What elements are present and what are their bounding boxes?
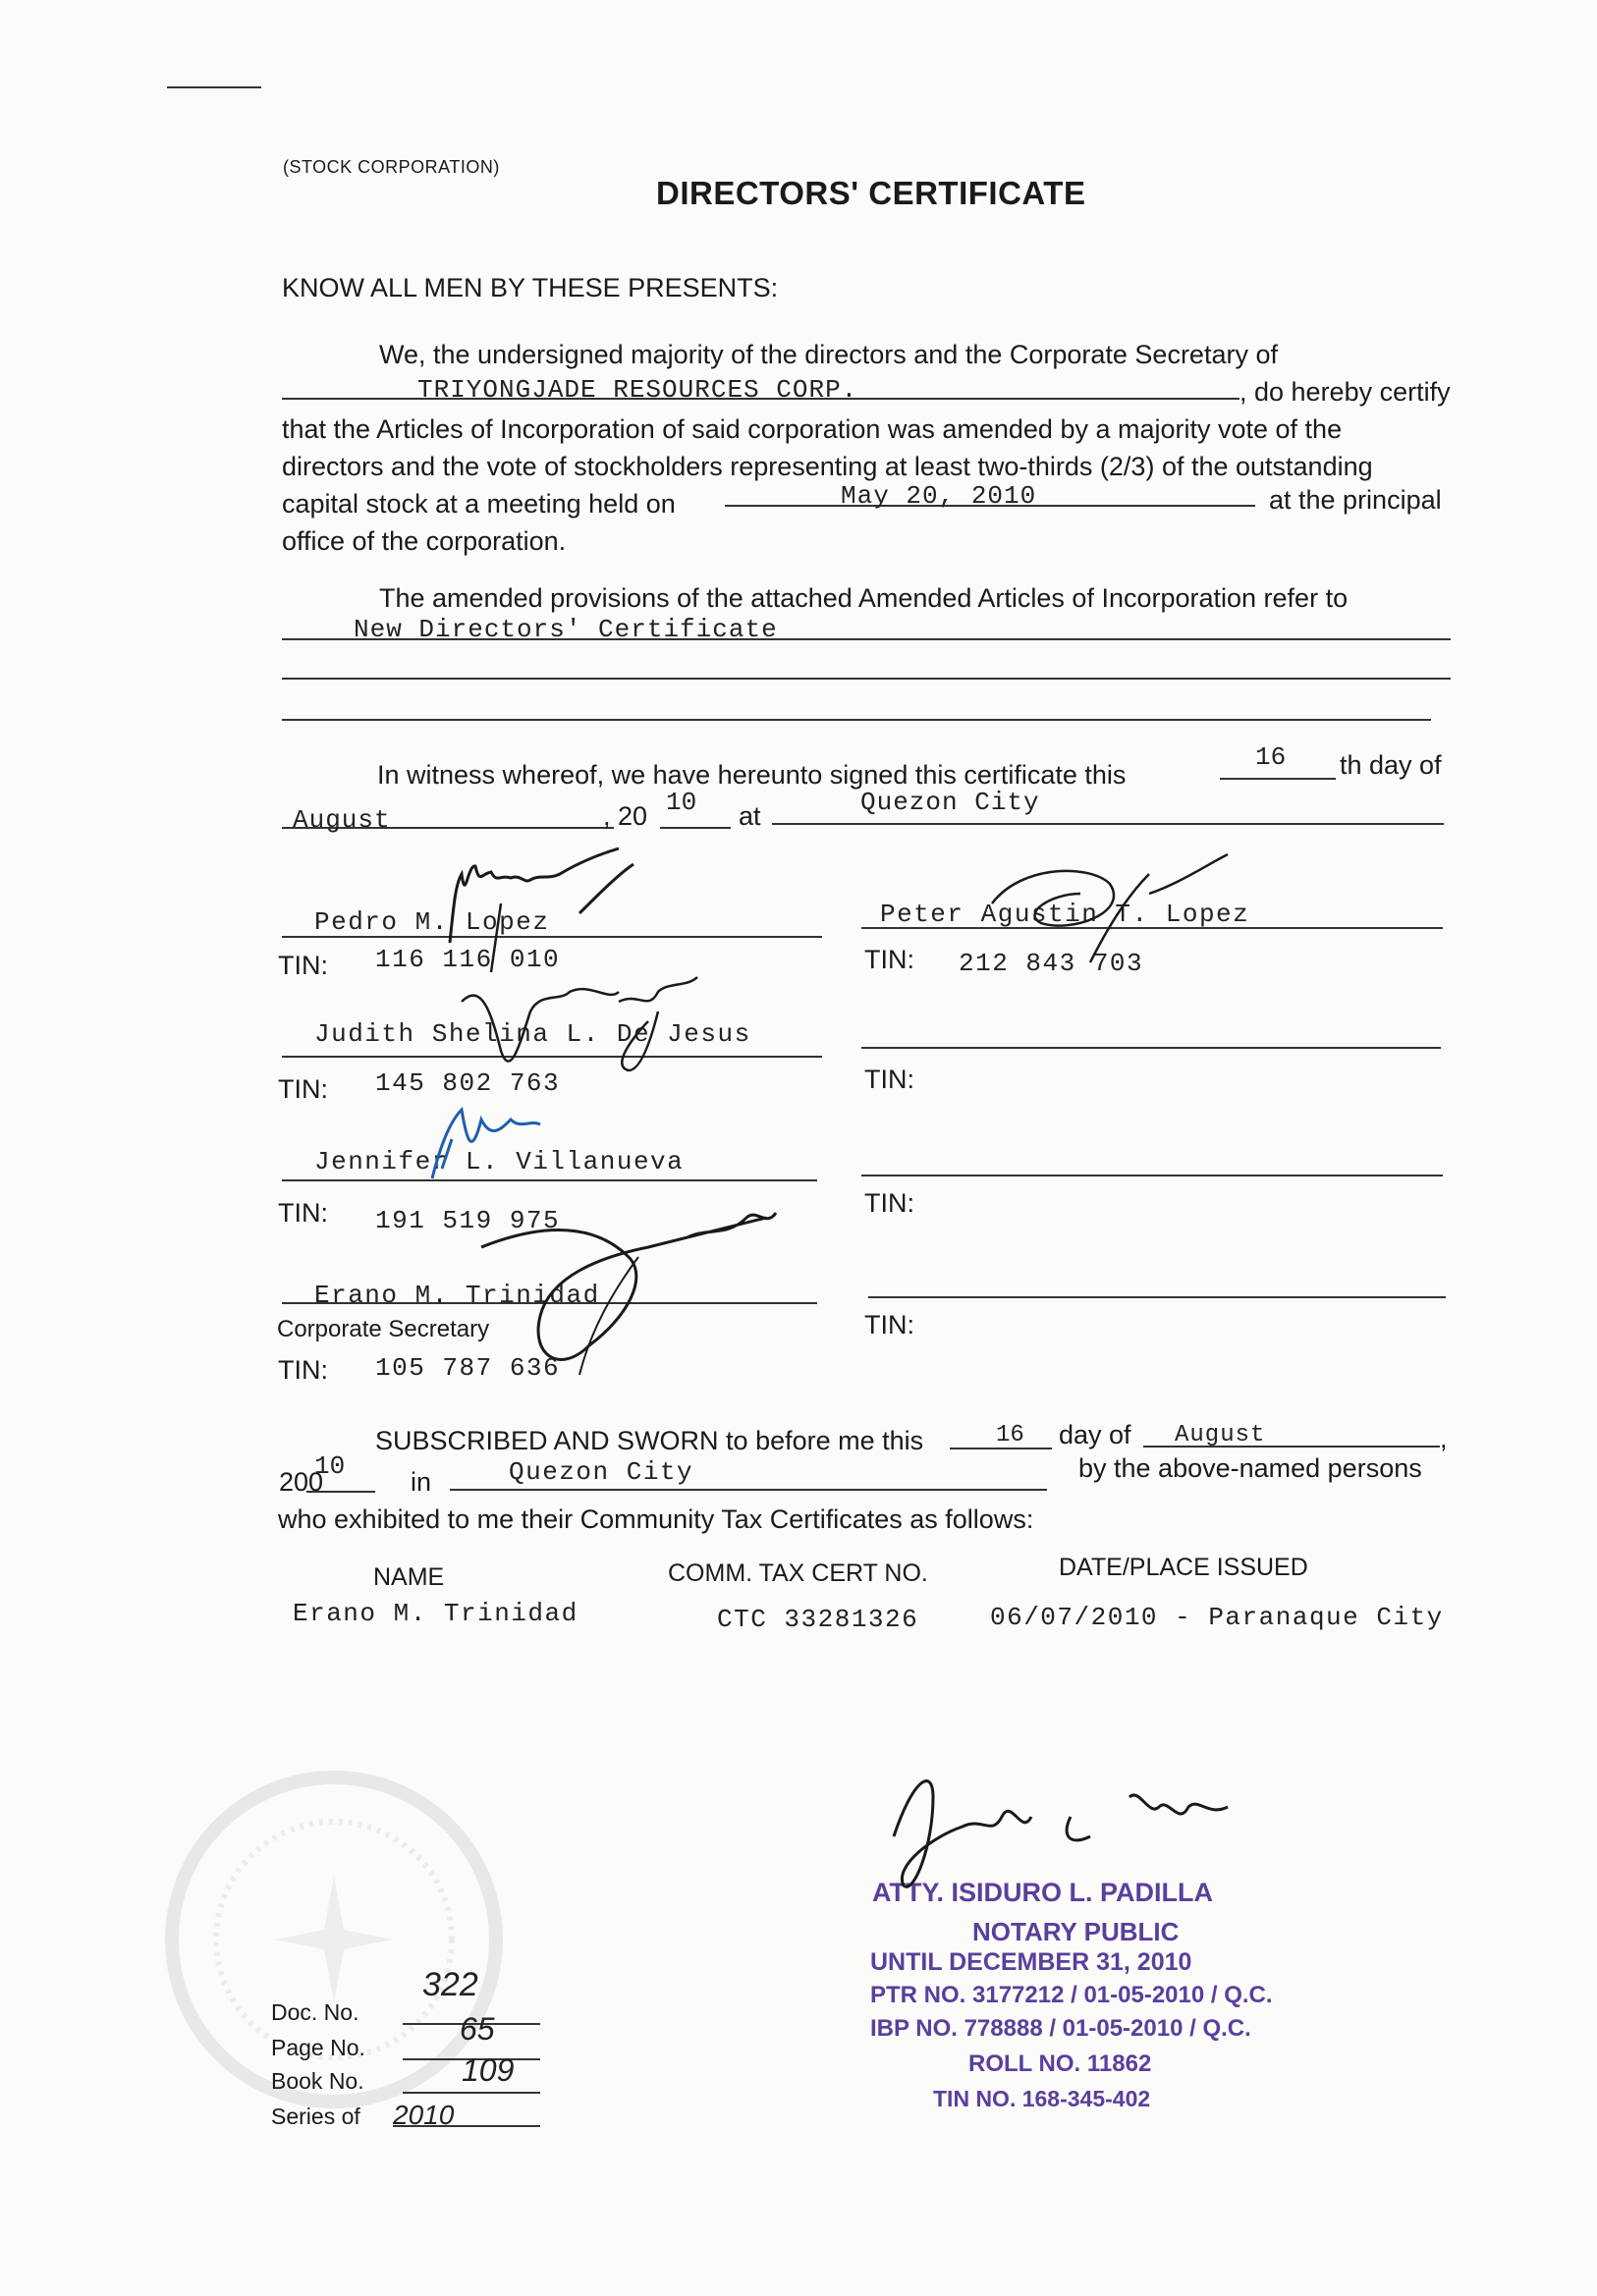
para1-line6: office of the corporation. bbox=[282, 526, 567, 556]
director-name: Pedro M. Lopez bbox=[314, 907, 550, 937]
meeting-date: May 20, 2010 bbox=[841, 481, 1037, 511]
tin-label: TIN: bbox=[864, 945, 914, 974]
para1-line3: that the Articles of Incorporation of said corporation was amended by a majority vote of the bbox=[282, 414, 1343, 444]
witness-place: Quezon City bbox=[860, 788, 1040, 817]
signature-peter-lopez-icon bbox=[963, 845, 1238, 982]
director-name: Judith Shelina L. De Jesus bbox=[314, 1019, 751, 1049]
jurat-line3: who exhibited to me their Community Tax Certificates as follows: bbox=[278, 1504, 1034, 1534]
jurat-place-line bbox=[450, 1489, 1047, 1491]
director-tin: 145 802 763 bbox=[375, 1068, 561, 1098]
provisions-line-2 bbox=[282, 678, 1451, 680]
para1-line5-start: capital stock at a meeting held on bbox=[282, 489, 676, 519]
notary-until: UNTIL DECEMBER 31, 2010 bbox=[870, 1948, 1192, 1976]
provisions-line-3 bbox=[282, 719, 1431, 721]
jurat-day-of: day of bbox=[1059, 1420, 1131, 1449]
signature-jennifer-villanueva-icon bbox=[422, 1100, 579, 1188]
para2-line1: The amended provisions of the attached Amended Articles of Incorporation refer to bbox=[379, 583, 1349, 613]
notary-name: ATTY. ISIDURO L. PADILLA bbox=[872, 1878, 1213, 1907]
jurat-in: in bbox=[411, 1467, 432, 1497]
director-name: Peter Agustin T. Lopez bbox=[880, 900, 1250, 929]
director-name: Jennifer L. Villanueva bbox=[314, 1147, 685, 1176]
jurat-year-line bbox=[306, 1491, 375, 1493]
witness-year: 10 bbox=[666, 788, 697, 817]
witness-place-line bbox=[772, 823, 1444, 825]
jurat-year: 10 bbox=[314, 1451, 346, 1481]
series-value: 2010 bbox=[393, 2100, 455, 2130]
signature-notary-icon bbox=[874, 1758, 1247, 1905]
notary-title: NOTARY PUBLIC bbox=[972, 1917, 1180, 1946]
ctc-row-cert: CTC 33281326 bbox=[717, 1605, 919, 1634]
witness-month: August bbox=[293, 805, 391, 835]
director-name: Erano M. Trinidad bbox=[314, 1281, 600, 1310]
page-no-value: 65 bbox=[460, 2011, 495, 2047]
director-tin: 116 116 010 bbox=[375, 945, 561, 974]
corp-type: (STOCK CORPORATION) bbox=[283, 157, 500, 177]
book-no-line bbox=[403, 2092, 540, 2094]
doc-no-label: Doc. No. bbox=[271, 1999, 359, 2025]
notary-tin: TIN NO. 168-345-402 bbox=[933, 2086, 1151, 2111]
jurat-comma: , bbox=[1440, 1424, 1448, 1453]
blank-signature-line bbox=[861, 1175, 1443, 1176]
witness-at: at bbox=[739, 801, 761, 831]
jurat-place: Quezon City bbox=[509, 1457, 694, 1487]
amended-provisions: New Directors' Certificate bbox=[354, 615, 778, 644]
provisions-line-1 bbox=[282, 638, 1451, 640]
page-no-label: Page No. bbox=[271, 2035, 365, 2060]
tin-label: TIN: bbox=[278, 1198, 328, 1228]
notary-ibp: IBP NO. 778888 / 01-05-2010 / Q.C. bbox=[870, 2015, 1251, 2042]
para1-line4: directors and the vote of stockholders representing at least two-thirds (2/3) of the outstanding bbox=[282, 452, 1373, 481]
para3-line1: In witness whereof, we have hereunto signed this certificate this bbox=[377, 760, 1127, 790]
tin-label: TIN: bbox=[864, 1310, 914, 1339]
secretary-role: Corporate Secretary bbox=[277, 1316, 490, 1342]
book-no-label: Book No. bbox=[271, 2068, 364, 2094]
ctc-row-name: Erano M. Trinidad bbox=[293, 1599, 578, 1628]
series-label: Series of bbox=[271, 2104, 360, 2129]
director-tin: 105 787 636 bbox=[375, 1353, 561, 1383]
tin-label: TIN: bbox=[278, 1355, 328, 1385]
witness-year-line bbox=[660, 827, 731, 829]
document-title: DIRECTORS' CERTIFICATE bbox=[656, 175, 1086, 211]
notary-ptr: PTR NO. 3177212 / 01-05-2010 / Q.C. bbox=[870, 1982, 1273, 2008]
book-no-value: 109 bbox=[462, 2052, 515, 2088]
blank-signature-line bbox=[861, 1047, 1441, 1049]
witness-year-prefix: , 20 bbox=[603, 801, 648, 831]
director-tin: 191 519 975 bbox=[375, 1206, 561, 1235]
tin-label: TIN: bbox=[278, 1074, 328, 1104]
signature-judith-dejesus-icon bbox=[452, 972, 707, 1090]
para1-line1: We, the undersigned majority of the directors and the Corporate Secretary of bbox=[379, 340, 1278, 369]
notary-roll: ROLL NO. 11862 bbox=[968, 2050, 1152, 2077]
witness-day-suffix: th day of bbox=[1340, 750, 1442, 780]
corp-name: TRIYONGJADE RESOURCES CORP. bbox=[417, 375, 858, 405]
doc-no-value: 322 bbox=[422, 1966, 478, 2003]
tin-label: TIN: bbox=[864, 1065, 914, 1094]
ctc-header-cert: COMM. TAX CERT NO. bbox=[668, 1559, 928, 1587]
ctc-row-issued: 06/07/2010 - Paranaque City bbox=[990, 1603, 1444, 1632]
signature-pedro-lopez-icon bbox=[432, 845, 648, 982]
jurat-year-prefix: 200 bbox=[279, 1467, 324, 1497]
signature-erano-trinidad-icon bbox=[471, 1198, 796, 1394]
ctc-header-issued: DATE/PLACE ISSUED bbox=[1059, 1554, 1308, 1581]
jurat-line2-end: by the above-named persons bbox=[1078, 1453, 1422, 1483]
ctc-header-name: NAME bbox=[373, 1563, 445, 1591]
jurat-day: 16 bbox=[996, 1422, 1024, 1449]
para1-line2-end: , do hereby certify bbox=[1239, 377, 1451, 407]
know-all-heading: KNOW ALL MEN BY THESE PRESENTS: bbox=[282, 273, 779, 302]
tin-label: TIN: bbox=[278, 951, 328, 980]
witness-day-line bbox=[1220, 778, 1336, 780]
top-rule bbox=[167, 86, 261, 88]
jurat-month: August bbox=[1175, 1422, 1266, 1449]
jurat-line1-start: SUBSCRIBED AND SWORN to before me this bbox=[375, 1426, 924, 1455]
tin-label: TIN: bbox=[864, 1188, 914, 1218]
witness-day: 16 bbox=[1255, 742, 1287, 772]
director-tin: 212 843 703 bbox=[959, 949, 1144, 978]
para1-line5-end: at the principal bbox=[1269, 485, 1442, 515]
blank-signature-line bbox=[868, 1296, 1446, 1298]
